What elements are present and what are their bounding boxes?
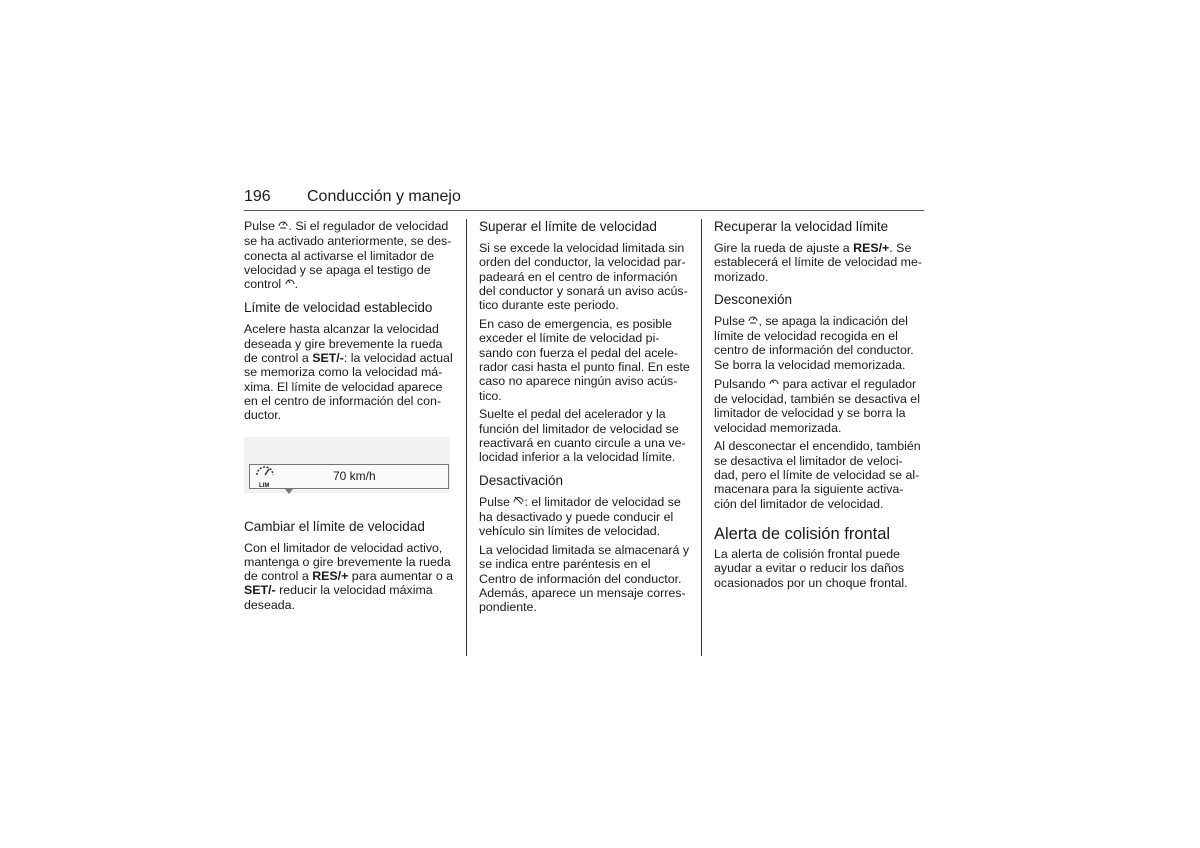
paragraph: La velocidad limitada se almacenará y se indica entre paréntesis en el Centro de información del conductor. Además, aparece un mensaje corres-pondiente. (479, 543, 690, 615)
paragraph: Acelere hasta alcanzar la velocidad deseada y gire brevemente la rueda de control a SET/-: la velocidad actual se memoriza como la velocidad má-xima. El límite de velocidad aparece en el centro de información del con-ductor. (244, 322, 453, 423)
display-panel (249, 464, 449, 489)
section-heading: Superar el límite de velocidad (479, 219, 657, 234)
column-2 (479, 219, 691, 619)
paragraph: En caso de emergencia, es posible exceder el límite de velocidad pi-sando con fuerza el pedal del acele-rador casi hasta el punto final. En este caso no aparece ningún aviso acús-tico. (479, 317, 690, 403)
column-3 (714, 219, 926, 594)
paragraph: Pulsando para activar el regulador de velocidad, también se desactiva el limitador de velocidad y se borra la velocidad memorizada. (714, 376, 920, 435)
paragraph: Si se excede la velocidad limitada sin orden del conductor, la velocidad par-padeará en el centro de información del conductor y sonará un aviso acús-tico durante este periodo. (479, 241, 688, 313)
section-heading: Cambiar el límite de velocidad (244, 518, 425, 534)
paragraph: La alerta de colisión frontal puede ayudar a evitar o reducir los daños ocasionados por un choque frontal. (714, 546, 908, 590)
limiter-label: LIM (259, 482, 270, 489)
paragraph: Pulse , se apaga la indicación del límite de velocidad recogida en el centro de información del conductor. Se borra la velocidad memorizada. (714, 313, 914, 372)
display-pointer (285, 489, 293, 494)
paragraph: Al desconectar el encendido, también se desactiva el limitador de veloci-dad, pero el límite de velocidad se al-macenara para la siguiente activa-ción del limitador de velocidad. (714, 439, 921, 511)
section-title: Alerta de colisión frontal (714, 524, 891, 543)
section-heading: Recuperar la velocidad límite (714, 219, 889, 234)
cancel-icon (513, 495, 524, 510)
paragraph: Con el limitador de velocidad activo, mantenga o gire brevemente la rueda de control a RES/+ para aumentar o a SET/- reducir la velocidad máxima deseada. (244, 540, 454, 612)
section-heading: Desconexión (714, 291, 793, 307)
page-header (244, 188, 924, 211)
speed-limiter-icon (748, 314, 758, 329)
column-1 (244, 219, 456, 617)
column-divider (466, 219, 467, 656)
page-number: 196 (244, 188, 271, 205)
cruise-control-icon (769, 377, 779, 392)
speed-limiter-display (244, 437, 450, 493)
paragraph: Suelte el pedal del acelerador y la función del limitador de velocidad se reactivará en cuanto circule a una ve-locidad inferior a la velocidad límite. (479, 407, 686, 465)
paragraph: Pulse . Si el regulador de velocidad se ha activado anteriormente, se des-conecta al activarse el limitador de velocidad y se apaga el testigo de control . (244, 219, 452, 292)
section-heading: Desactivación (479, 472, 564, 488)
speed-limiter-icon (278, 219, 288, 234)
cruise-control-icon (285, 277, 295, 292)
display-speed-value: 70 km/h (333, 468, 376, 483)
column-divider (701, 219, 702, 656)
section-heading: Límite de velocidad establecido (244, 300, 433, 316)
chapter-title: Conducción y manejo (307, 188, 461, 205)
paragraph: Pulse : el limitador de velocidad se ha desactivado y puede conducir el vehículo sin límites de velocidad. (479, 494, 681, 539)
paragraph: Gire la rueda de ajuste a RES/+. Se establecerá el límite de velocidad me-morizado. (714, 241, 922, 284)
